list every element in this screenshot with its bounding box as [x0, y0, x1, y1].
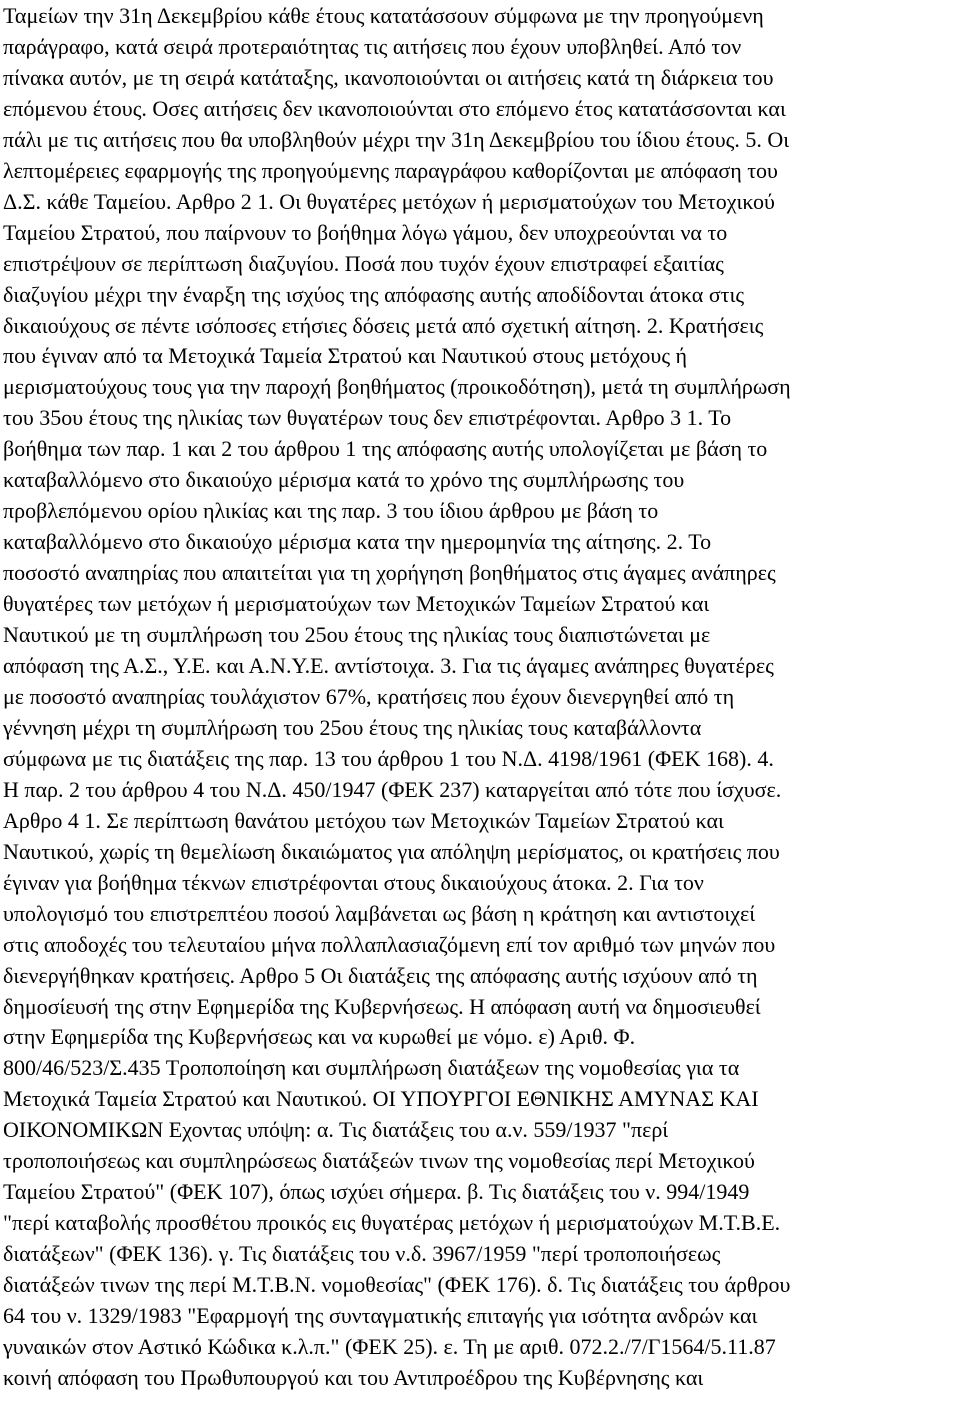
text-line: Ναυτικού, χωρίς τη θεμελίωση δικαιώματος για απόληψη μερίσματος, οι κρατήσεις που — [3, 838, 780, 864]
text-line: βοήθημα των παρ. 1 και 2 του άρθρου 1 της απόφασης αυτής υπολογίζεται με βάση το — [3, 436, 768, 462]
text-line: διατάξεών τινων της περί Μ.Τ.Β.Ν. νομοθεσίας" (ΦΕΚ 176). δ. Τις διατάξεις του άρθρου — [3, 1272, 791, 1298]
text-line: "περί καταβολής προσθέτου προικός εις θυγατέρας μετόχων ή μερισματούχων Μ.Τ.Β.Ε. — [3, 1210, 781, 1236]
text-line: έγιναν για βοήθημα τέκνων επιστρέφονται στους δικαιούχους άτοκα. 2. Για τον — [3, 869, 704, 895]
text-line: καταβαλλόμενο στο δικαιούχο μέρισμα κατά το χρόνο της συμπλήρωσης του — [3, 467, 685, 493]
text-line: με ποσοστό αναπηρίας τουλάχιστον 67%, κρατήσεις που έχουν διενεργηθεί από τη — [3, 683, 735, 709]
text-line: παράγραφο, κατά σειρά προτεραιότητας τις αιτήσεις που έχουν υποβληθεί. Από τον — [3, 33, 742, 59]
text-line: επιστρέψουν σε περίπτωση διαζυγίου. Ποσά που τυχόν έχουν επιστραφεί εξαιτίας — [3, 250, 724, 276]
text-line: γυναικών στον Αστικό Κώδικα κ.λ.π." (ΦΕΚ 25). ε. Τη με αριθ. 072.2./7/Γ1564/5.11.87 — [3, 1333, 776, 1359]
text-line: που έγιναν από τα Μετοχικά Ταμεία Στρατού και Ναυτικού στους μετόχους ή — [3, 343, 688, 369]
text-line: Αρθρο 4 1. Σε περίπτωση θανάτου μετόχου των Μετοχικών Ταμείων Στρατού και — [3, 807, 724, 833]
text-line: Μετοχικά Ταμεία Στρατού και Ναυτικού. ΟΙ ΥΠΟΥΡΓΟΙ ΕΘΝΙΚΗΣ ΑΜΥΝΑΣ ΚΑΙ — [3, 1086, 759, 1112]
text-line: Ταμείων την 31η Δεκεμβρίου κάθε έτους κατατάσσουν σύμφωνα με την προηγούμενη — [3, 3, 764, 28]
text-line: Δ.Σ. κάθε Ταμείου. Αρθρο 2 1. Οι θυγατέρες μετόχων ή μερισματούχων του Μετοχικού — [3, 188, 775, 214]
text-line: δημοσίευσή της στην Εφημερίδα της Κυβερνήσεως. Η απόφαση αυτή να δημοσιευθεί — [3, 993, 761, 1019]
text-line: επόμενου έτους. Οσες αιτήσεις δεν ικανοποιούνται στο επόμενο έτος κατατάσσονται και — [3, 95, 786, 121]
text-line: Ταμείου Στρατού" (ΦΕΚ 107), όπως ισχύει σήμερα. β. Τις διατάξεις του ν. 994/1949 — [3, 1179, 750, 1205]
text-line: 64 του ν. 1329/1983 "Εφαρμογή της συνταγματικής επιταγής για ισότητα ανδρών και — [3, 1303, 758, 1329]
text-line: τροποποιήσεως και συμπληρώσεως διατάξεών τινων της νομοθεσίας περί Μετοχικού — [3, 1148, 755, 1174]
text-line: σύμφωνα με τις διατάξεις της παρ. 13 του άρθρου 1 του Ν.Δ. 4198/1961 (ΦΕΚ 168). 4. — [3, 745, 774, 771]
document-page — [3, 1, 955, 1394]
text-line: υπολογισμό του επιστρεπτέου ποσού λαμβάνεται ως βάση η κράτηση και αντιστοιχεί — [3, 900, 756, 926]
text-line: απόφαση της Α.Σ., Υ.Ε. και Α.Ν.Υ.Ε. αντίστοιχα. 3. Για τις άγαμες ανάπηρες θυγατέρες — [3, 653, 774, 679]
text-line: του 35ου έτους της ηλικίας των θυγατέρων τους δεν επιστρέφονται. Αρθρο 3 1. Το — [3, 405, 732, 431]
text-line: δικαιούχους σε πέντε ισόποσες ετήσιες δόσεις μετά από σχετική αίτηση. 2. Κρατήσεις — [3, 312, 764, 338]
text-line: πίνακα αυτόν, με τη σειρά κατάταξης, ικανοποιούνται οι αιτήσεις κατά τη διάρκεια του — [3, 64, 774, 90]
text-line: θυγατέρες των μετόχων ή μερισματούχων των Μετοχικών Ταμείων Στρατού και — [3, 591, 710, 617]
text-line: διατάξεων" (ΦΕΚ 136). γ. Τις διατάξεις του ν.δ. 3967/1959 "περί τροποποιήσεως — [3, 1241, 721, 1267]
text-line: λεπτομέρειες εφαρμογής της προηγούμενης παραγράφου καθορίζονται με απόφαση του — [3, 157, 778, 183]
text-line: καταβαλλόμενο στο δικαιούχο μέρισμα κατα την ημερομηνία της αίτησης. 2. Το — [3, 529, 712, 555]
text-line: διαζυγίου μέχρι την έναρξη της ισχύος της απόφασης αυτής αποδίδονται άτοκα στις — [3, 281, 745, 307]
text-line: Η παρ. 2 του άρθρου 4 του Ν.Δ. 450/1947 (ΦΕΚ 237) καταργείται από τότε που ίσχυσε. — [3, 776, 782, 802]
text-line: ΟΙΚΟΝΟΜΙΚΩΝ Εχοντας υπόψη: α. Τις διατάξεις του α.ν. 559/1937 "περί — [3, 1117, 669, 1143]
text-line: στην Εφημερίδα της Κυβερνήσεως και να κυρωθεί με νόμο. ε) Αριθ. Φ. — [3, 1024, 636, 1050]
text-line: προβλεπόμενου ορίου ηλικίας και της παρ. 3 του ίδιου άρθρου με βάση το — [3, 498, 659, 524]
text-line: Ταμείου Στρατού, που παίρνουν το βοήθημα λόγω γάμου, δεν υποχρεούνται να το — [3, 219, 728, 245]
text-line: μερισματούχους τους για την παροχή βοηθήματος (προικοδότηση), μετά τη συμπλήρωση — [3, 374, 791, 400]
text-line: κοινή απόφαση του Πρωθυπουργού και του Αντιπροέδρου της Κυβέρνησης και — [3, 1364, 704, 1390]
text-line: γέννηση μέχρι τη συμπλήρωση του 25ου έτους της ηλικίας τους καταβάλλοντα — [3, 714, 702, 740]
text-line: Ναυτικού με τη συμπλήρωση του 25ου έτους της ηλικίας τους διαπιστώνεται με — [3, 622, 711, 648]
text-line: 800/46/523/Σ.435 Τροποποίηση και συμπλήρωση διατάξεων της νομοθεσίας για τα — [3, 1055, 740, 1081]
text-line: ποσοστό αναπηρίας που απαιτείται για τη χορήγηση βοηθήματος στις άγαμες ανάπηρες — [3, 560, 776, 586]
text-line: στις αποδοχές του τελευταίου μήνα πολλαπλασιαζόμενη επί τον αριθμό των μηνών που — [3, 931, 776, 957]
text-line: διενεργήθηκαν κρατήσεις. Αρθρο 5 Οι διατάξεις της απόφασης αυτής ισχύουν από τη — [3, 962, 758, 988]
text-line: πάλι με τις αιτήσεις που θα υποβληθούν μέχρι την 31η Δεκεμβρίου του ίδιου έτους. 5. Οι — [3, 126, 790, 152]
